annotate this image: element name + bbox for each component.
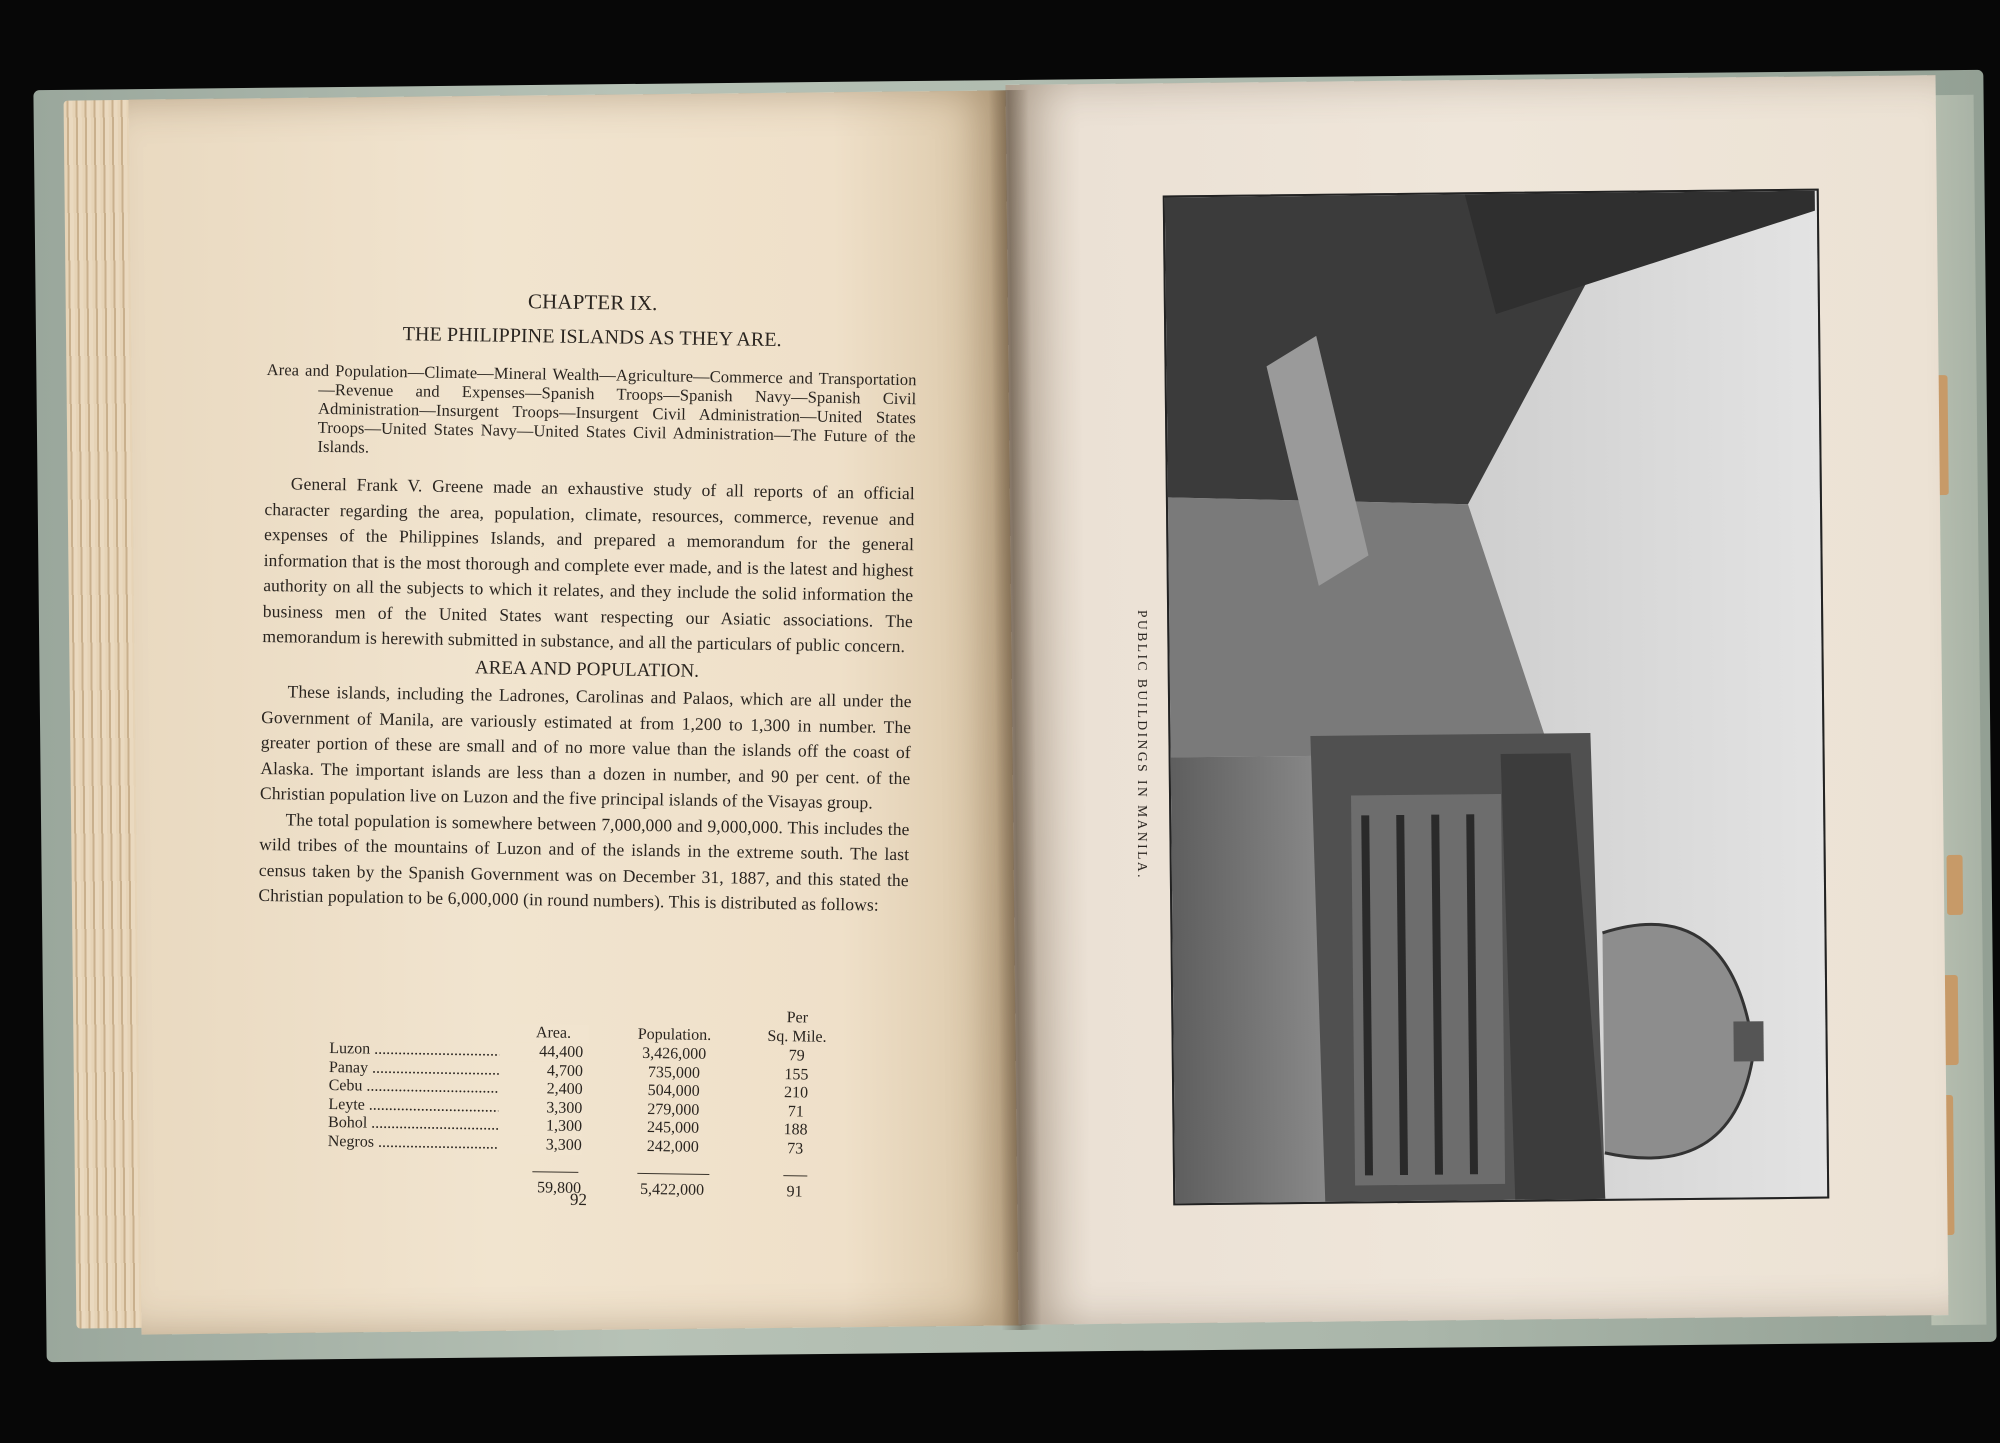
island-per-sq-mile: 79 xyxy=(788,1047,805,1065)
island-population: 279,000 xyxy=(647,1100,700,1119)
island-per-sq-mile: 155 xyxy=(784,1065,809,1084)
photo-illustration xyxy=(1165,191,1827,1204)
island-name: Leyte ..... xyxy=(328,1095,538,1116)
header-population: Population. xyxy=(637,1025,712,1044)
header-area: Area. xyxy=(514,1024,588,1043)
header-per-sq-mile: Sq. Mile. xyxy=(767,1027,827,1046)
island-area: 2,400 xyxy=(499,1080,583,1099)
photograph-public-buildings xyxy=(1163,189,1830,1206)
island-population: 735,000 xyxy=(647,1063,701,1082)
total-per-sq-mile: 91 xyxy=(786,1183,803,1201)
island-population: 504,000 xyxy=(647,1082,700,1100)
island-per-sq-mile: 73 xyxy=(787,1139,804,1157)
photo-caption: PUBLIC BUILDINGS IN MANILA. xyxy=(1135,610,1150,880)
island-per-sq-mile: 188 xyxy=(783,1121,808,1139)
island-area: 4,700 xyxy=(499,1061,583,1080)
section-heading: AREA AND POPULATION. xyxy=(474,656,700,682)
island-name: Luzon ..... xyxy=(329,1040,539,1061)
island-name: Panay ..... xyxy=(329,1058,539,1079)
island-population: 245,000 xyxy=(646,1118,700,1137)
paragraph: General Frank V. Greene made an exhaustive study of all reports of an official character regarding the area, population, climate, resources, commerce, revenue and expenses of the Philippines Islands, and prepared a memorandum for the general information that is the most thorough and complete ever made, and is the latest and highest authority on all the subjects to which it relates, and they include the solid information the business men of the United States want respecting our Asiatic associations. The memorandum is herewith submitted in substance, and all the particulars of public concern. xyxy=(262,473,915,657)
island-area: 1,300 xyxy=(498,1117,582,1136)
island-name: Bohol ..... xyxy=(328,1114,538,1135)
paragraph: These islands, including the Ladrones, Carolinas and Palaos, which are all under the Government of Manila, are variously estimated at from 1,200 to 1,300 in number. The greater portion of these are small and of no more value than the islands off the coast of Alaska. The important islands are less than a dozen in number, and 90 per cent. of the Christian population live on Luzon and the five principal islands of the Visayas group. xyxy=(259,681,912,813)
chapter-synopsis: Area and Population—Climate—Mineral Wealth—Agriculture—Commerce and Transportation—Revenue and Expenses—Spanish Troops—Spanish Navy—Spanish Civil Administration—Insurgent Troops—Insurgent Civil Administration—United States Troops—United States Navy—United States Civil Administration—The Future of the Islands. xyxy=(266,359,917,457)
island-population: 3,426,000 xyxy=(642,1044,707,1063)
header-per: Per xyxy=(786,1009,809,1027)
island-area: 3,300 xyxy=(498,1135,582,1154)
paragraph: The total population is somewhere between 7,000,000 and 9,000,000. This includes the wild tribes of the mountains of Luzon and of the islands in the extreme south. The last census taken by the Spanish Government was on December 31, 1887, and this stated the Christian population to be 6,000,000 (in round numbers). This is distributed as follows: xyxy=(258,808,910,915)
island-per-sq-mile: 210 xyxy=(783,1084,809,1102)
left-page-text xyxy=(258,285,918,919)
total-population: 5,422,000 xyxy=(639,1180,705,1199)
island-area: 44,400 xyxy=(499,1043,583,1062)
island-population: 242,000 xyxy=(646,1137,699,1156)
chapter-title: THE PHILIPPINE ISLANDS AS THEY ARE. xyxy=(402,322,782,351)
island-per-sq-mile: 71 xyxy=(787,1102,804,1120)
island-name: Negros ..... xyxy=(328,1132,538,1153)
island-name: Cebu ..... xyxy=(329,1077,539,1098)
chapter-number: CHAPTER IX. xyxy=(527,289,658,316)
table-body xyxy=(328,1040,870,1159)
page-number: 92 xyxy=(569,1189,588,1210)
island-area: 3,300 xyxy=(498,1098,582,1117)
total-area: 59,800 xyxy=(497,1179,581,1198)
